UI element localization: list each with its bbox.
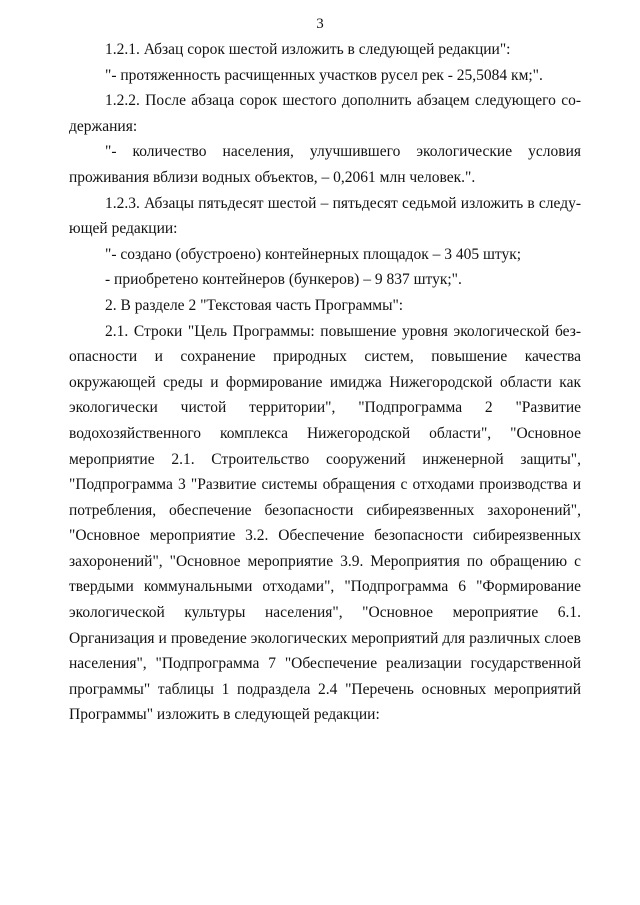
paragraph-quote-containers: - приобретено контейнеров (бункеров) – 9 837 штук;". (105, 271, 462, 289)
page-number: 3 (316, 16, 324, 32)
paragraph-1-2-3: 1.2.3. Абзацы пятьдесят шестой – пятьдесят седьмой изложить в следующей редакции: (69, 194, 581, 238)
paragraph-quote-container-sites: "- создано (обустроено) контейнерных площадок – 3 405 штук; (105, 245, 522, 263)
paragraph-2-1: 2.1. Строки "Цель Программы: повышение уровня экологической безопасности и сохранение природных систем, повышение качества окружающей среды и формирование имиджа Нижегородской области как экологически чистой территории", "Подпрограмма 2 "Развитие водохозяйственного комплекса Нижегородской области", "Основное мероприятие 2.1. Строительство сооружений инженерной защиты", "Подпрограмма 3 "Развитие системы обращения с отходами производства и потребления, обеспечение безопасности сибиреязвенных захоронений", "Основное мероприятие 3.2. Обеспечение безопасности сибиреязвенных захоронений", "Основное мероприятие 3.9. Мероприятия по обращению с твердыми коммунальными отходами", "Подпрограмма 6 "Формирование экологической культуры населения", "Основное мероприятие 6.1. Организация и проведение экологических мероприятий для различных слоев населения", "Подпрограмма 7 "Обеспечение реализации государственной программы" таблицы 1 подраздела 2.4 "Перечень основных мероприятий Программы" изложить в следующей редакции: (69, 322, 581, 724)
paragraph-quote-population: "- количество населения, улучшившего экологические условия проживания вблизи водных объектов, – 0,2061 млн человек.". (69, 143, 581, 186)
document-body (69, 37, 581, 728)
paragraph-section-2: 2. В разделе 2 "Текстовая часть Программы": (105, 296, 404, 314)
paragraph-1-2-1: 1.2.1. Абзац сорок шестой изложить в следующей редакции": (105, 41, 511, 58)
paragraph-quote-river-length: "- протяженность расчищенных участков русел рек - 25,5084 км;". (105, 66, 543, 84)
paragraph-1-2-2: 1.2.2. После абзаца сорок шестого дополнить абзацем следующего содержания: (69, 92, 581, 135)
